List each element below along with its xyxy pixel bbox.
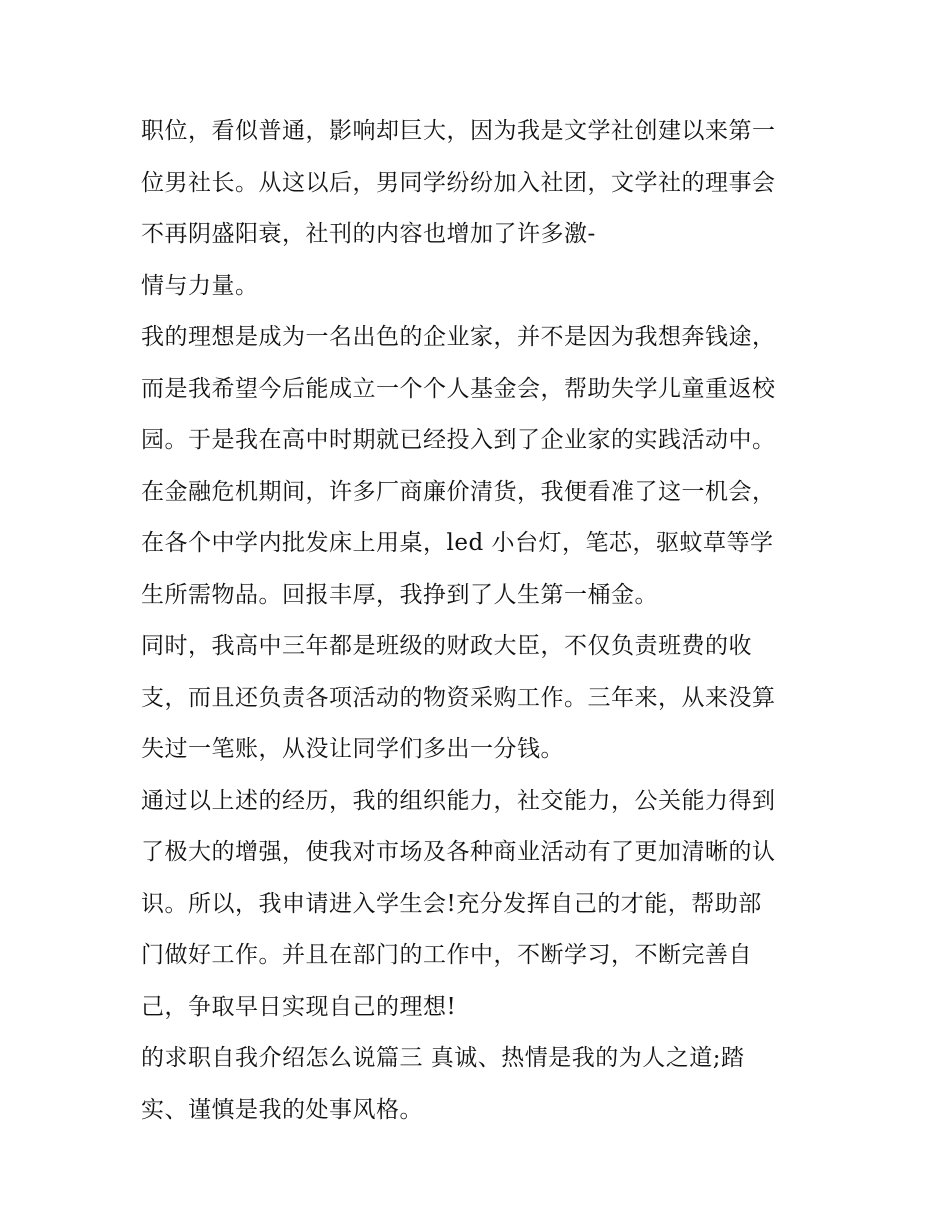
text-line: 我的理想是成为一名出色的企业家，并不是因为我想奔钱途， [141, 324, 776, 350]
text-line: 通过以上述的经历，我的组织能力，社交能力，公关能力得到 [141, 787, 776, 814]
text-line: 在各个中学内批发床上用桌，led 小台灯，笔芯，驱蚊草等学 [141, 530, 774, 556]
document-body [141, 106, 821, 1136]
text-line: 了极大的增强，使我对市场及各种商业活动有了更加清晰的认 [141, 839, 776, 865]
text-line: 而是我希望今后能成立一个个人基金会，帮助失学儿童重返校 [141, 375, 776, 402]
text-line: 同时，我高中三年都是班级的财政大臣，不仅负责班费的收 [141, 633, 752, 659]
text-line: 失过一笔账，从没让同学们多出一分钱。 [141, 736, 564, 762]
text-line: 情与力量。 [141, 272, 259, 299]
text-line: 园。于是我在高中时期就已经投入到了企业家的实践活动中。 [141, 427, 776, 453]
text-line: 己，争取早日实现自己的理想! [141, 993, 457, 1020]
text-line: 门做好工作。并且在部门的工作中，不断学习，不断完善自 [141, 942, 752, 968]
text-line: 生所需物品。回报丰厚，我挣到了人生第一桶金。 [141, 581, 658, 608]
text-line: 支，而且还负责各项活动的物资采购工作。三年来，从来没算 [141, 684, 776, 711]
text-line: 在金融危机期间，许多厂商廉价清货，我便看准了这一机会， [141, 478, 776, 505]
text-line: 实、谨慎是我的处事风格。 [141, 1096, 423, 1123]
text-line: 职位，看似普通，影响却巨大，因为我是文学社创建以来第一 [141, 118, 776, 144]
text-line: 识。所以，我申请进入学生会!充分发挥自己的才能，帮助部 [141, 890, 762, 917]
text-line: 不再阴盛阳衰，社刊的内容也增加了许多激- [141, 221, 596, 247]
text-line: 的求职自我介绍怎么说篇三 真诚、热情是我的为人之道;踏 [141, 1045, 745, 1071]
text-line: 位男社长。从这以后，男同学纷纷加入社团，文学社的理事会 [141, 169, 776, 196]
